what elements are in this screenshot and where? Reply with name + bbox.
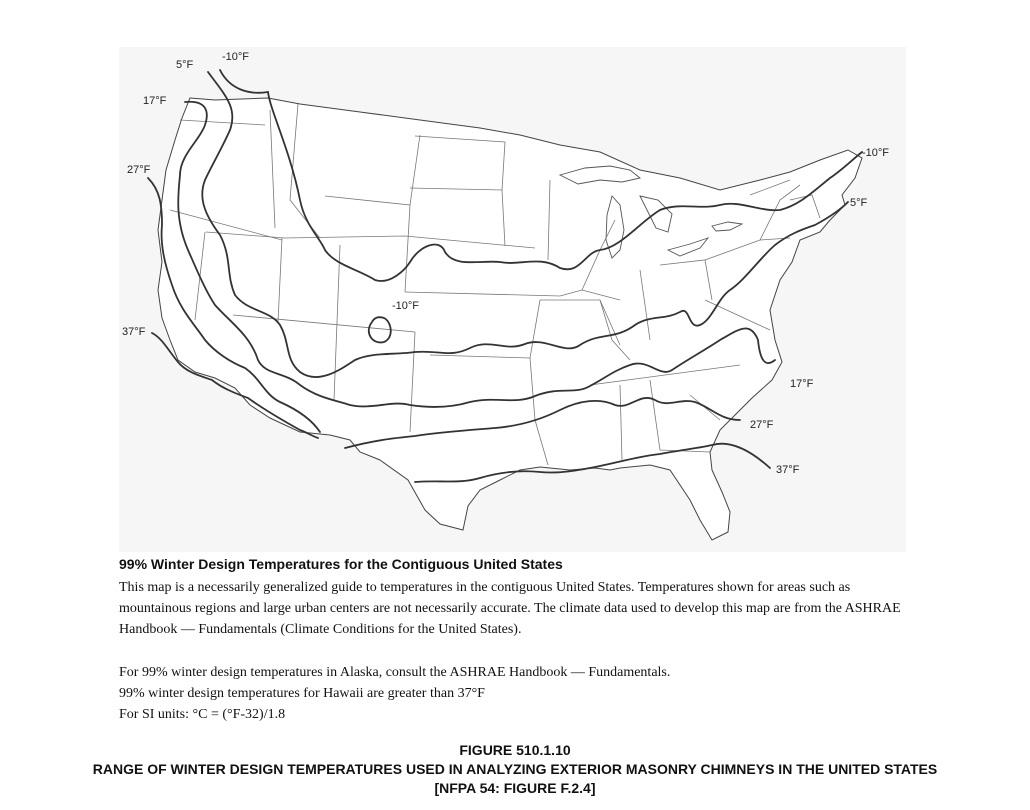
label-27f-se: 27°F (750, 419, 774, 431)
label-minus10-colorado: -10°F (392, 300, 420, 312)
note-si-units: For SI units: °C = (°F-32)/1.8 (119, 707, 286, 722)
caption-title: 99% Winter Design Temperatures for the Contiguous United States (119, 556, 563, 572)
label-5f-nw: 5°F (176, 59, 194, 71)
figure-title: RANGE OF WINTER DESIGN TEMPERATURES USED IN ANALYZING EXTERIOR MASONRY CHIMNEYS IN THE UNITED STATES (92, 761, 938, 777)
label-minus10-nw: -10°F (222, 51, 250, 63)
caption-notes (119, 662, 909, 725)
figure-caption (0, 741, 1030, 798)
note-hawaii: 99% winter design temperatures for Hawaii are greater than 37°F (119, 686, 485, 701)
label-17f-nw: 17°F (143, 95, 167, 107)
figure-source: [NFPA 54: FIGURE F.2.4] (434, 780, 596, 796)
label-27f-w: 27°F (127, 164, 151, 176)
note-alaska: For 99% winter design temperatures in Alaska, consult the ASHRAE Handbook — Fundamentals. (119, 665, 671, 680)
label-5f-ne: 5°F (850, 197, 868, 209)
caption-paragraph: This map is a necessarily generalized guide to temperatures in the contiguous United States. Temperatures shown for areas such as mountainous regions and large urban centers are not necessarily accurate. The climate data used to develop this map are from the ASHRAE Handbook — Fundamentals (Climate Conditions for the United States). (119, 580, 901, 637)
label-17f-e: 17°F (790, 378, 814, 390)
label-37f-se: 37°F (776, 464, 800, 476)
caption-block (119, 556, 909, 725)
figure-number: FIGURE 510.1.10 (459, 742, 571, 758)
label-37f-w: 37°F (122, 326, 146, 338)
label-minus10-ne: -10°F (862, 147, 890, 159)
